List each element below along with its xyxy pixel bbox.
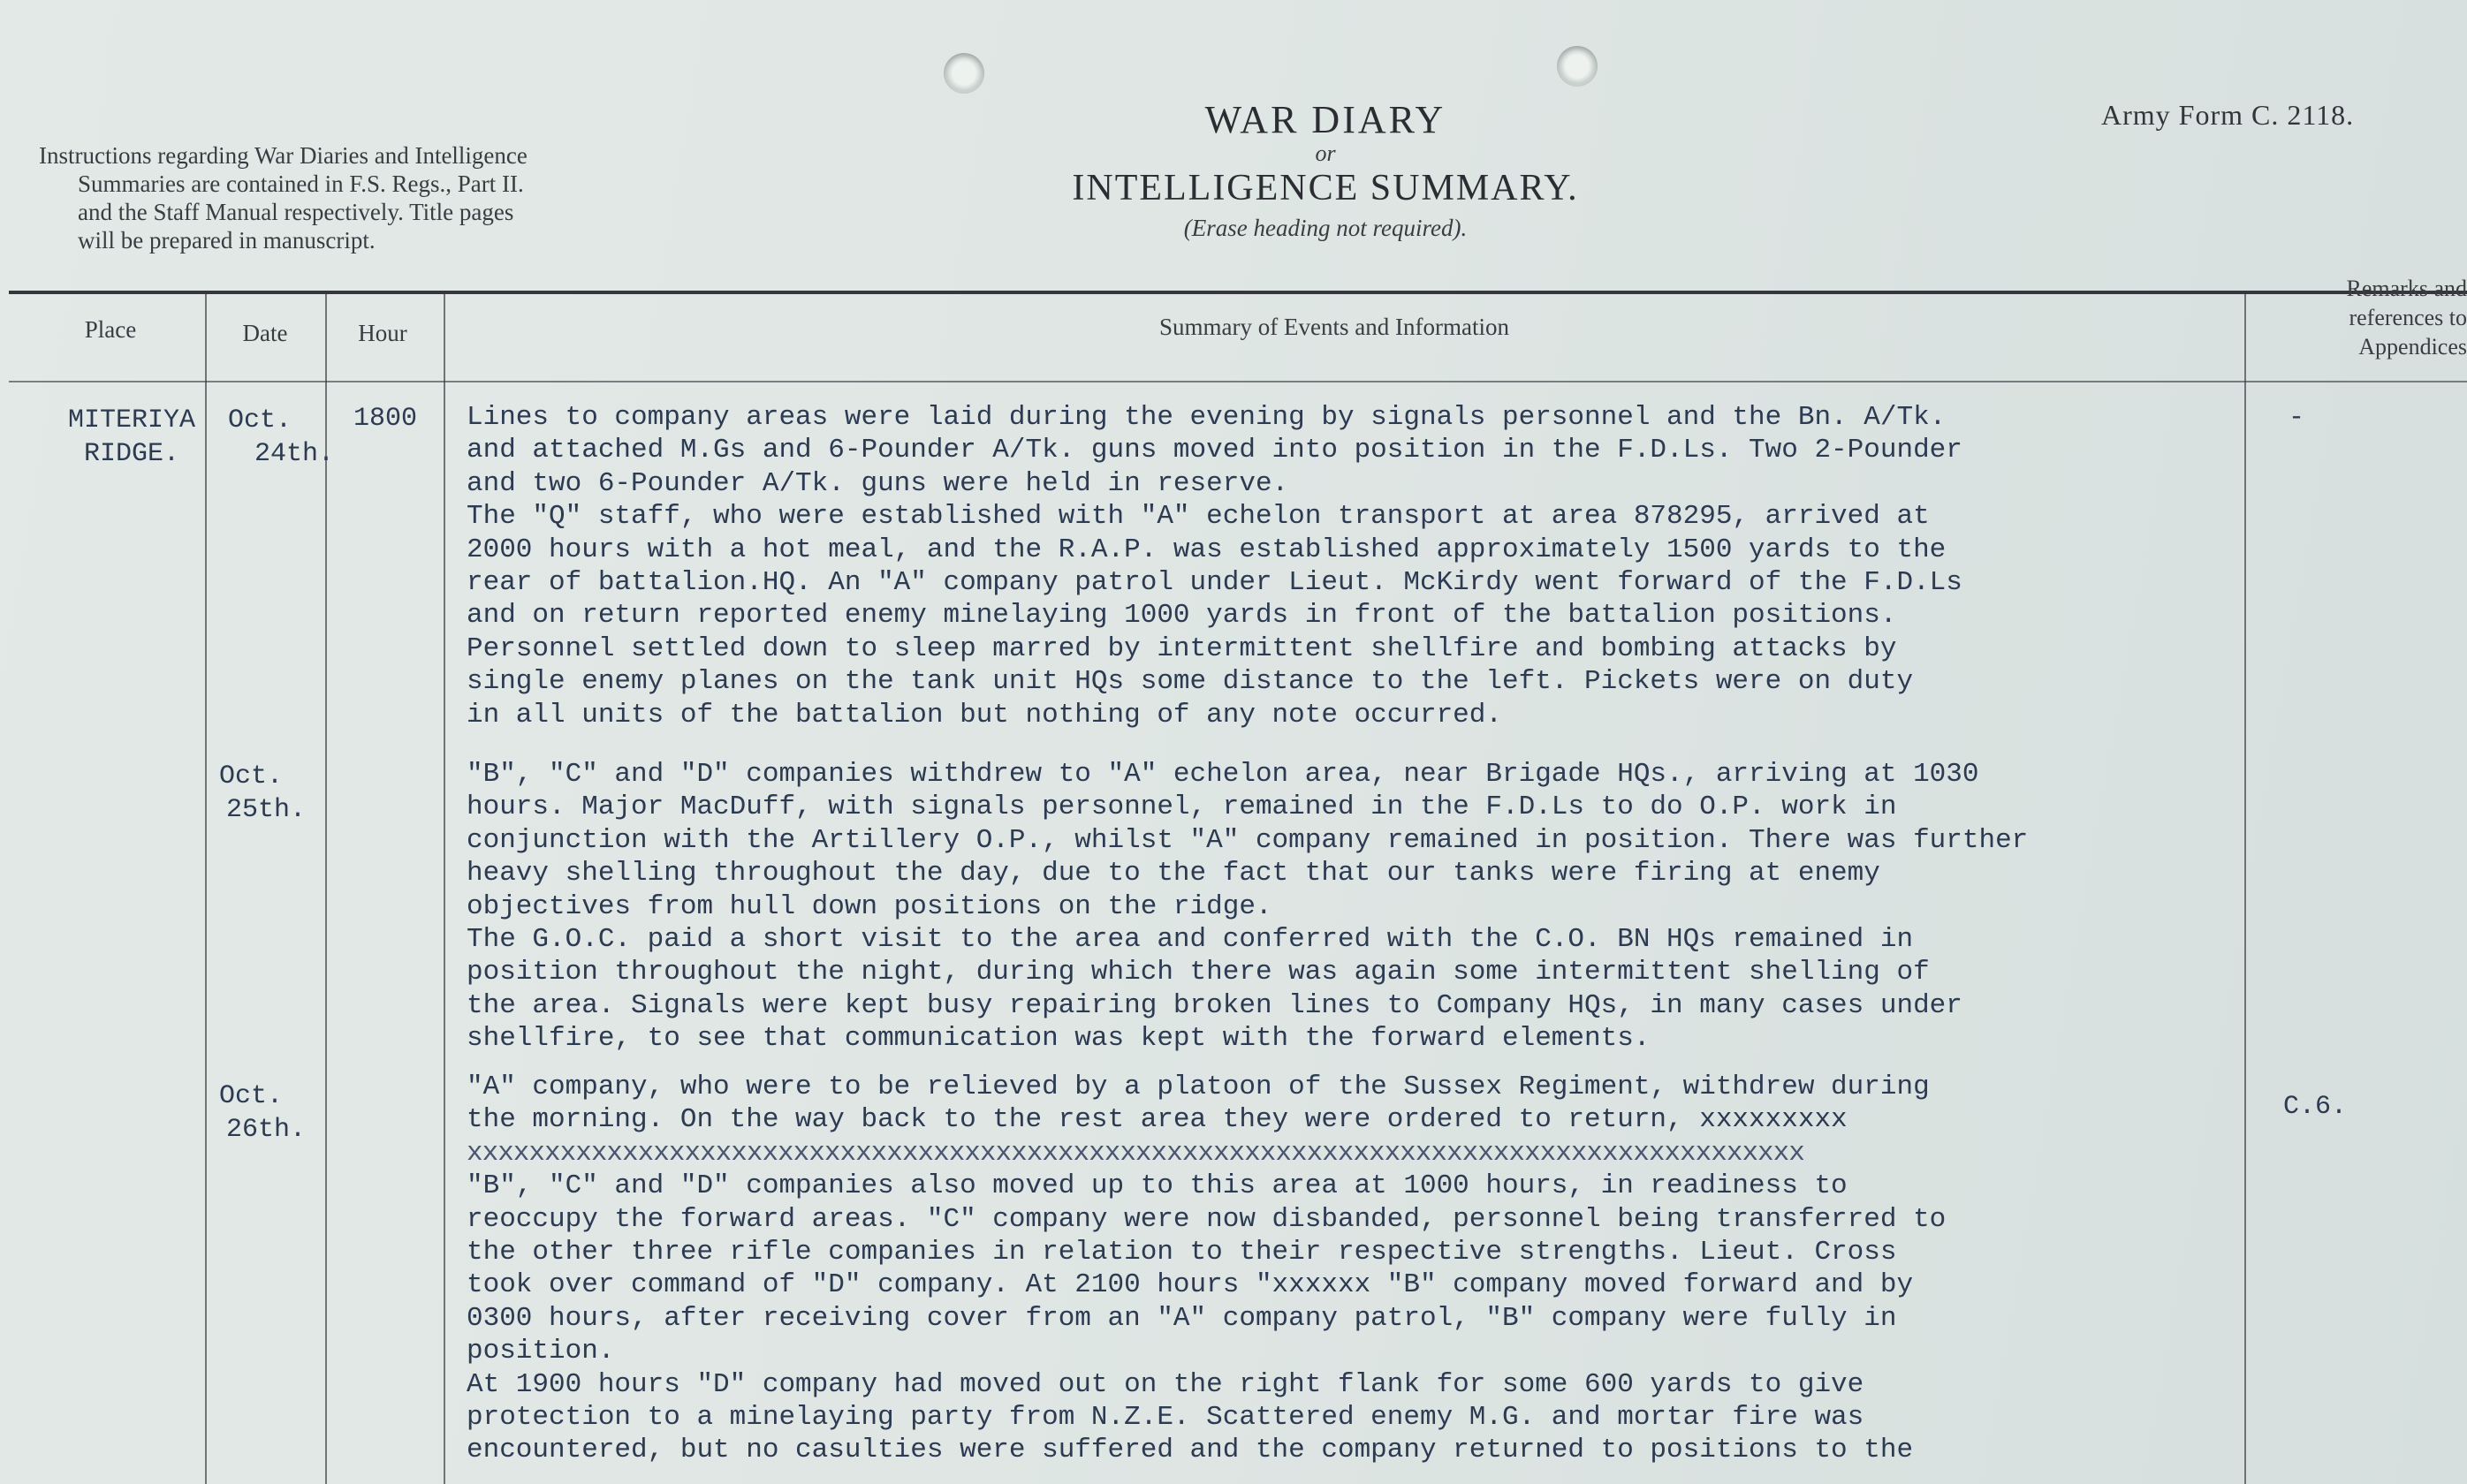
date-line: 26th. [226, 1115, 307, 1145]
entry-line: the area. Signals were kept busy repairing broken lines to Company HQs, in many cases under [467, 989, 1962, 1021]
entry-oct-26 [467, 1071, 1946, 1467]
entry-oct-24 [467, 401, 1962, 731]
remark-cell-oct-24: - [2289, 403, 2305, 433]
entry-line: At 1900 hours "D" company had moved out on the right flank for some 600 yards to give [467, 1368, 1864, 1400]
entry-line: shellfire, to see that communication was kept with the forward elements. [467, 1023, 1651, 1055]
page-subtitle: INTELLIGENCE SUMMARY. [1072, 168, 1579, 208]
instructions-line: and the Staff Manual respectively. Title pages [78, 199, 514, 225]
instructions-line: Instructions regarding War Diaries and Intelligence [39, 142, 528, 169]
column-divider-summary [2244, 291, 2246, 1484]
column-header-date: Date [242, 320, 288, 346]
column-header-place: Place [84, 316, 137, 343]
header-bottom-rule [9, 381, 2467, 382]
hour-cell: 1800 [353, 404, 418, 434]
entry-line: "B", "C" and "D" companies also moved up to this area at 1000 hours, in readiness to [467, 1170, 1848, 1202]
entry-line: and on return reported enemy minelaying 1000 yards in front of the battalion positions. [467, 600, 1897, 632]
entry-line: Lines to company areas were laid during the evening by signals personnel and the Bn. A/Tk. [467, 402, 1947, 433]
date-line: 25th. [226, 795, 307, 825]
place-cell [51, 404, 212, 471]
date-line: 24th. [254, 439, 335, 469]
column-header-hour: Hour [358, 320, 407, 346]
entry-line: encountered, but no casulties were suffered and the company returned to positions to the [467, 1435, 1914, 1466]
column-header-summary: Summary of Events and Information [1159, 314, 1509, 340]
date-cell-oct-24 [228, 404, 334, 471]
form-number: Army Form C. 2118. [2101, 99, 2355, 131]
entry-oct-25 [467, 758, 2028, 1056]
entry-line: single enemy planes on the tank unit HQs some distance to the left. Pickets were on duty [467, 666, 1914, 698]
date-line: Oct. [228, 405, 292, 435]
header-top-rule [9, 291, 2467, 294]
entry-line: conjunction with the Artillery O.P., whilst "A" company remained in position. There was further [467, 824, 2029, 856]
place-line: RIDGE. [83, 439, 180, 469]
entry-line: objectives from hull down positions on the ridge. [467, 890, 1272, 922]
erase-note: (Erase heading not required). [1183, 215, 1468, 241]
entry-line-struck-out: xxxxxxxxxxxxxxxxxxxxxxxxxxxxxxxxxxxxxxxxxxxxxxxxxxxxxxxxxxxxxxxxxxxxxxxxxxxxxxxxxxxxxx [467, 1137, 1804, 1169]
entry-line: took over command of "D" company. At 2100 hours "xxxxxx "B" company moved forward and by [467, 1269, 1914, 1301]
entry-line: in all units of the battalion but nothing of any note occurred. [467, 699, 1502, 731]
entry-line: hours. Major MacDuff, with signals personnel, remained in the F.D.Ls to do O.P. work in [467, 791, 1897, 823]
punch-hole-right [1557, 46, 1598, 87]
entry-line: position throughout the night, during which there was again some intermittent shelling of [467, 957, 1930, 988]
column-header-remarks [2251, 274, 2467, 361]
entry-line: 0300 hours, after receiving cover from an "A" company patrol, "B" company were fully in [467, 1302, 1897, 1334]
remarks-header-line: Remarks and [2346, 276, 2467, 301]
entry-line: and attached M.Gs and 6-Pounder A/Tk. guns moved into position in the F.D.Ls. Two 2-Pounder [467, 435, 1962, 466]
instructions-line: will be prepared in manuscript. [78, 227, 376, 254]
entry-line: reoccupy the forward areas. "C" company were now disbanded, personnel being transferred to [467, 1203, 1947, 1235]
remarks-header-line: Appendices [2358, 334, 2467, 360]
entry-line: position. [467, 1336, 615, 1367]
column-divider-hour [444, 291, 445, 1484]
instructions-note [39, 141, 728, 254]
date-line: Oct. [219, 761, 284, 791]
instructions-line: Summaries are contained in F.S. Regs., Part II. [78, 170, 524, 197]
entry-line: The G.O.C. paid a short visit to the area and conferred with the C.O. BN HQs remained in [467, 924, 1914, 956]
entry-line: and two 6-Pounder A/Tk. guns were held in reserve. [467, 467, 1289, 499]
entry-line: "A" company, who were to be relieved by a platoon of the Sussex Regiment, withdrew during [467, 1071, 1930, 1102]
title-or: or [1315, 140, 1336, 166]
date-cell-oct-25 [219, 760, 306, 827]
entry-line: "B", "C" and "D" companies withdrew to "A" echelon area, near Brigade HQs., arriving at 1030 [467, 759, 1979, 790]
entry-line: rear of battalion.HQ. An "A" company patrol under Lieut. McKirdy went forward of the F.D.Ls [467, 567, 1962, 599]
entry-line: protection to a minelaying party from N.Z.E. Scattered enemy M.G. and mortar fire was [467, 1402, 1864, 1434]
date-cell-oct-26 [219, 1079, 306, 1147]
entry-line: The "Q" staff, who were established with "A" echelon transport at area 878295, arrived at [467, 501, 1930, 533]
punch-hole-left [944, 53, 984, 94]
date-line: Oct. [219, 1081, 284, 1111]
entry-line: heavy shelling throughout the day, due to the fact that our tanks were firing at enemy [467, 858, 1880, 890]
remarks-header-line: references to [2349, 305, 2467, 330]
entry-line: the morning. On the way back to the rest area they were ordered to return, xxxxxxxxx [467, 1104, 1848, 1136]
page-title: WAR DIARY [1204, 98, 1446, 141]
remark-cell-oct-26: C.6. [2283, 1092, 2348, 1122]
place-line: MITERIYA [67, 405, 196, 435]
form-title [892, 97, 1758, 242]
entry-line: Personnel settled down to sleep marred by intermittent shellfire and bombing attacks by [467, 632, 1897, 664]
entry-line: the other three rifle companies in relation to their respective strengths. Lieut. Cross [467, 1237, 1897, 1268]
entry-line: 2000 hours with a hot meal, and the R.A.P. was established approximately 1500 yards to the [467, 534, 1947, 565]
